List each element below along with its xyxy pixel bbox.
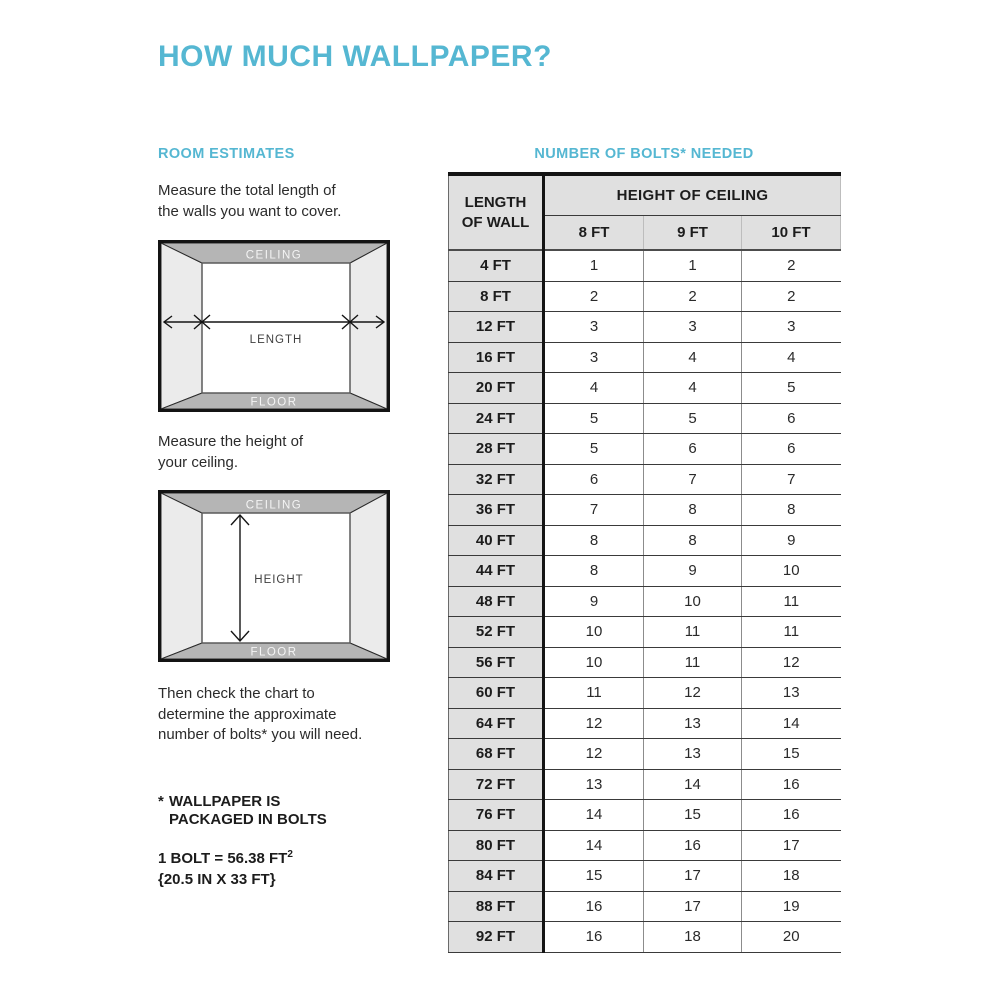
table-row <box>449 739 841 770</box>
wall-length-cell: 84 FT <box>449 861 544 892</box>
wall-length-cell: 12 FT <box>449 312 544 343</box>
bolts-9ft-cell: 10 <box>644 586 742 617</box>
bolts-10ft-cell: 11 <box>742 617 841 648</box>
bolts-8ft-cell: 5 <box>544 434 644 465</box>
bolts-9ft-cell: 11 <box>644 647 742 678</box>
bolts-8ft-cell: 1 <box>544 250 644 281</box>
bolts-10ft-cell: 9 <box>742 525 841 556</box>
table-row <box>449 464 841 495</box>
bolts-10ft-cell: 7 <box>742 464 841 495</box>
bolts-10ft-cell: 19 <box>742 891 841 922</box>
table-row <box>449 769 841 800</box>
instruction-line: Then check the chart to <box>158 685 315 702</box>
bolts-9ft-cell: 1 <box>644 250 742 281</box>
bolts-10ft-cell: 5 <box>742 373 841 404</box>
bolt-formula <box>158 848 293 869</box>
length-of-wall-header-line: OF WALL <box>461 213 530 231</box>
wall-length-cell: 72 FT <box>449 769 544 800</box>
instruction-line: Measure the height of <box>158 433 304 450</box>
table-row <box>449 434 841 465</box>
bolts-needed-heading: NUMBER OF BOLTS* NEEDED <box>534 146 754 162</box>
bolts-9ft-cell: 7 <box>644 464 742 495</box>
table-row <box>449 495 841 526</box>
bolts-8ft-cell: 2 <box>544 281 644 312</box>
bolts-10ft-cell: 14 <box>742 708 841 739</box>
bolts-10ft-cell: 6 <box>742 434 841 465</box>
wall-length-cell: 68 FT <box>449 739 544 770</box>
bolts-10ft-cell: 17 <box>742 830 841 861</box>
height-label: HEIGHT <box>254 574 304 586</box>
left-wall-face <box>161 243 202 409</box>
wall-length-cell: 4 FT <box>449 250 544 281</box>
wall-length-cell: 76 FT <box>449 800 544 831</box>
table-row <box>449 922 841 953</box>
bolts-9ft-cell: 8 <box>644 495 742 526</box>
instruction-line: number of bolts* you will need. <box>158 726 363 744</box>
bolts-9ft-cell: 4 <box>644 342 742 373</box>
bolts-9ft-cell: 11 <box>644 617 742 648</box>
bolts-8ft-cell: 14 <box>544 830 644 861</box>
table-row <box>449 647 841 678</box>
wallpaper-packaging-footnote <box>158 793 327 830</box>
floor-label: FLOOR <box>250 396 298 409</box>
wall-length-cell: 88 FT <box>449 891 544 922</box>
wall-length-cell: 60 FT <box>449 678 544 709</box>
instruction-line: the walls you want to cover. <box>158 202 342 220</box>
bolts-8ft-cell: 16 <box>544 891 644 922</box>
room-height-diagram <box>158 490 390 662</box>
length-label: LENGTH <box>249 334 303 346</box>
instruction-check-chart <box>158 684 362 746</box>
bolts-8ft-cell: 8 <box>544 556 644 587</box>
bolts-10ft-cell: 4 <box>742 342 841 373</box>
bolts-9ft-cell: 8 <box>644 525 742 556</box>
bolts-9ft-cell: 12 <box>644 678 742 709</box>
bolts-9ft-cell: 14 <box>644 769 742 800</box>
column-header-9ft: 9 FT <box>644 216 742 251</box>
ceiling-label: CEILING <box>245 499 303 512</box>
bolts-8ft-cell: 5 <box>544 403 644 434</box>
bolts-9ft-cell: 13 <box>644 708 742 739</box>
bolts-9ft-cell: 5 <box>644 403 742 434</box>
column-header-10ft: 10 FT <box>742 216 841 251</box>
ceiling-label: CEILING <box>245 249 303 262</box>
wall-length-cell: 56 FT <box>449 647 544 678</box>
bolts-8ft-cell: 14 <box>544 800 644 831</box>
wall-length-cell: 16 FT <box>449 342 544 373</box>
bolts-9ft-cell: 17 <box>644 861 742 892</box>
bolts-9ft-cell: 17 <box>644 891 742 922</box>
table-row <box>449 525 841 556</box>
bolts-8ft-cell: 6 <box>544 464 644 495</box>
bolts-9ft-cell: 18 <box>644 922 742 953</box>
room-estimates-heading: ROOM ESTIMATES <box>158 146 295 162</box>
height-of-ceiling-header: HEIGHT OF CEILING <box>544 174 841 216</box>
wall-length-cell: 28 FT <box>449 434 544 465</box>
left-wall-face <box>161 493 202 659</box>
instruction-line: your ceiling. <box>158 453 239 471</box>
table-row <box>449 830 841 861</box>
bolts-8ft-cell: 11 <box>544 678 644 709</box>
wall-length-cell: 80 FT <box>449 830 544 861</box>
wall-length-cell: 40 FT <box>449 525 544 556</box>
bolts-10ft-cell: 13 <box>742 678 841 709</box>
bolts-8ft-cell: 15 <box>544 861 644 892</box>
wall-length-cell: 44 FT <box>449 556 544 587</box>
bolts-10ft-cell: 15 <box>742 739 841 770</box>
bolts-8ft-cell: 4 <box>544 373 644 404</box>
bolts-10ft-cell: 20 <box>742 922 841 953</box>
bolts-8ft-cell: 3 <box>544 312 644 343</box>
bolts-8ft-cell: 7 <box>544 495 644 526</box>
wall-length-cell: 92 FT <box>449 922 544 953</box>
table-row <box>449 556 841 587</box>
table-row <box>449 373 841 404</box>
wall-length-cell: 36 FT <box>449 495 544 526</box>
column-header-8ft: 8 FT <box>544 216 644 251</box>
bolts-10ft-cell: 10 <box>742 556 841 587</box>
footnote-line: WALLPAPER IS <box>169 793 281 810</box>
bolts-10ft-cell: 8 <box>742 495 841 526</box>
table-row <box>449 586 841 617</box>
bolt-formula-text: 1 BOLT = 56.38 FT <box>158 850 288 867</box>
table-row <box>449 250 841 281</box>
length-of-wall-header-line: LENGTH <box>464 194 527 211</box>
page-title: HOW MUCH WALLPAPER? <box>158 40 552 73</box>
bolts-8ft-cell: 9 <box>544 586 644 617</box>
bolt-dimensions: {20.5 IN X 33 FT} <box>158 871 276 888</box>
wall-length-cell: 48 FT <box>449 586 544 617</box>
bolts-10ft-cell: 12 <box>742 647 841 678</box>
table-row <box>449 342 841 373</box>
instruction-measure-height <box>158 432 303 473</box>
instruction-line: determine the approximate <box>158 705 337 723</box>
table-row <box>449 678 841 709</box>
bolts-9ft-cell: 6 <box>644 434 742 465</box>
bolts-10ft-cell: 3 <box>742 312 841 343</box>
bolts-9ft-cell: 4 <box>644 373 742 404</box>
bolts-8ft-cell: 10 <box>544 647 644 678</box>
bolts-10ft-cell: 2 <box>742 281 841 312</box>
right-wall-face <box>350 493 387 659</box>
bolts-9ft-cell: 2 <box>644 281 742 312</box>
bolts-table-body <box>449 250 841 952</box>
bolts-8ft-cell: 12 <box>544 708 644 739</box>
length-of-wall-header <box>449 174 544 250</box>
table-row <box>449 800 841 831</box>
bolts-9ft-cell: 15 <box>644 800 742 831</box>
back-wall <box>202 263 350 393</box>
bolts-10ft-cell: 2 <box>742 250 841 281</box>
bolts-10ft-cell: 16 <box>742 800 841 831</box>
wall-length-cell: 24 FT <box>449 403 544 434</box>
footnote-line: PACKAGED IN BOLTS <box>169 811 327 829</box>
bolts-8ft-cell: 10 <box>544 617 644 648</box>
bolts-9ft-cell: 9 <box>644 556 742 587</box>
bolts-8ft-cell: 13 <box>544 769 644 800</box>
table-row <box>449 281 841 312</box>
bolt-size-spec <box>158 848 293 890</box>
table-row <box>449 312 841 343</box>
table-row <box>449 403 841 434</box>
bolts-10ft-cell: 11 <box>742 586 841 617</box>
table-row <box>449 891 841 922</box>
wall-length-cell: 8 FT <box>449 281 544 312</box>
wall-length-cell: 20 FT <box>449 373 544 404</box>
bolt-formula-superscript: 2 <box>287 849 293 860</box>
bolts-8ft-cell: 16 <box>544 922 644 953</box>
bolts-table <box>448 172 841 953</box>
bolts-10ft-cell: 18 <box>742 861 841 892</box>
wall-length-cell: 64 FT <box>449 708 544 739</box>
floor-label: FLOOR <box>250 646 298 659</box>
bolts-10ft-cell: 16 <box>742 769 841 800</box>
instruction-line: Measure the total length of <box>158 182 336 199</box>
bolts-9ft-cell: 16 <box>644 830 742 861</box>
wall-length-cell: 32 FT <box>449 464 544 495</box>
bolts-10ft-cell: 6 <box>742 403 841 434</box>
table-row <box>449 708 841 739</box>
table-row <box>449 861 841 892</box>
bolts-table-header <box>449 174 841 250</box>
bolts-9ft-cell: 3 <box>644 312 742 343</box>
bolts-8ft-cell: 3 <box>544 342 644 373</box>
wall-length-cell: 52 FT <box>449 617 544 648</box>
bolts-8ft-cell: 12 <box>544 739 644 770</box>
room-height-diagram-svg <box>161 493 387 659</box>
instruction-measure-length <box>158 181 341 222</box>
footnote-asterisk: * <box>158 793 164 810</box>
bolts-8ft-cell: 8 <box>544 525 644 556</box>
room-length-diagram-svg <box>161 243 387 409</box>
bolts-9ft-cell: 13 <box>644 739 742 770</box>
room-length-diagram <box>158 240 390 412</box>
table-row <box>449 617 841 648</box>
